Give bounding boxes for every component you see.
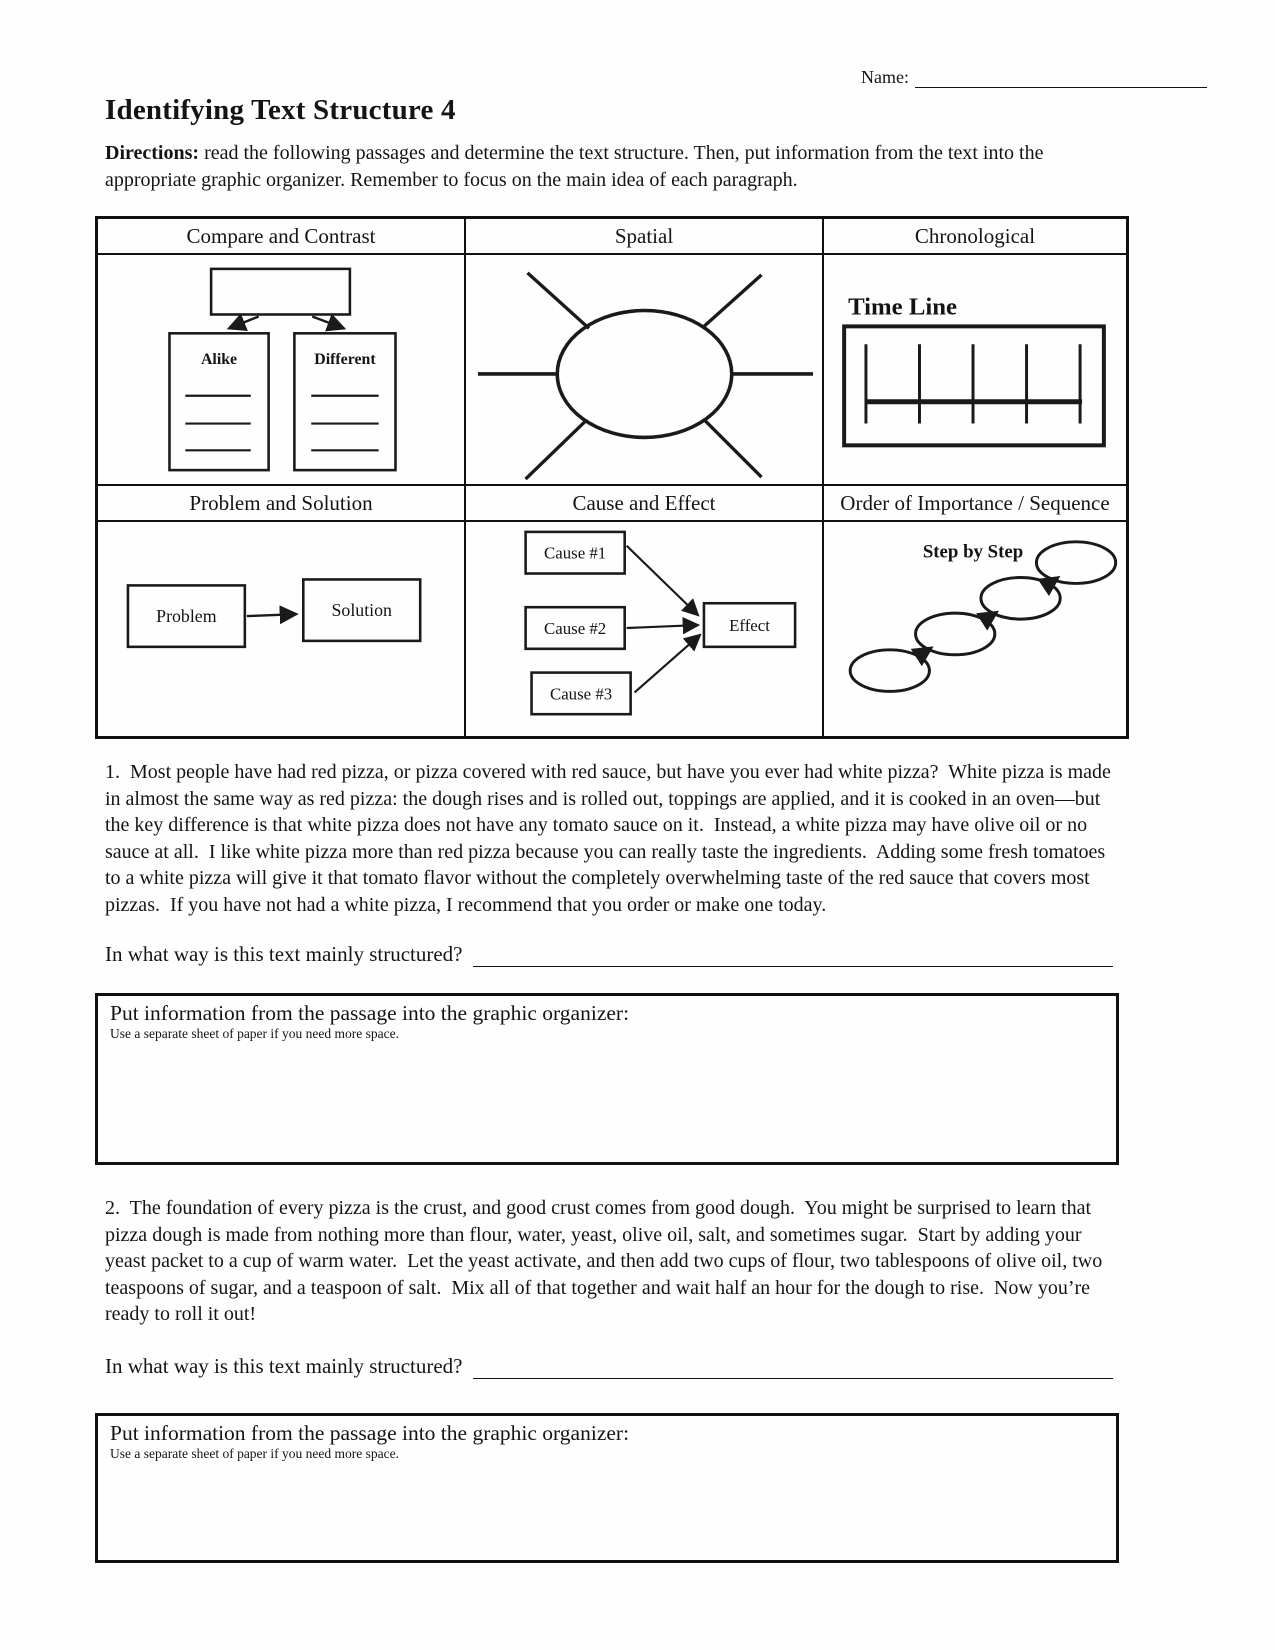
spatial-cell	[465, 254, 823, 485]
compare-contrast-diagram	[98, 255, 464, 484]
cause3-label: Cause #3	[550, 684, 613, 704]
question-2-prompt: In what way is this text mainly structured?	[105, 1353, 463, 1378]
table-header-spatial: Spatial	[465, 218, 823, 255]
alike-label: Alike	[200, 351, 238, 369]
organizer-header-row-2	[97, 485, 1128, 521]
topic-box	[211, 269, 350, 315]
graphic-organizer-table	[95, 216, 1129, 739]
problem-solution-cell	[97, 521, 466, 738]
order-sequence-cell	[823, 521, 1128, 738]
organizer-header-row-1	[97, 218, 1128, 255]
problem-solution-diagram	[98, 522, 464, 736]
page-title: Identifying Text Structure 4	[105, 94, 456, 126]
question-1-prompt: In what way is this text mainly structured?	[105, 942, 463, 966]
compare-contrast-cell	[97, 254, 466, 485]
name-blank-line[interactable]	[915, 67, 1207, 88]
spatial-center-oval	[557, 311, 731, 438]
problem-label: Problem	[156, 606, 217, 627]
step-oval-2	[916, 613, 995, 655]
timeline-diagram	[824, 255, 1126, 484]
passage-2: 2. The foundation of every pizza is the crust, and good crust comes from good dough. You might be surprised to learn that pizza dough is made from nothing more than flour, water, yeast, olive oil, salt, and sometimes sugar. Start by adding your yeast packet to a cup of warm water. Let the yeast activate, and then add two cups of flour, two tablespoons of olive oil, two teaspoons of sugar, and a teaspoon of salt. Mix all of that together and wait half an hour for the dough to rise. Now you’re ready to roll it out!	[105, 1197, 1108, 1325]
different-label: Different	[314, 351, 376, 369]
name-label: Name:	[861, 67, 909, 87]
question-1-row	[105, 942, 1113, 967]
cause-effect-cell	[465, 521, 823, 738]
directions	[105, 140, 1127, 194]
chronological-cell	[823, 254, 1128, 485]
step-by-step-title: Step by Step	[922, 541, 1024, 563]
table-header-order-sequence: Order of Importance / Sequence	[823, 485, 1128, 521]
spatial-web-diagram	[466, 255, 822, 484]
table-header-problem-solution: Problem and Solution	[97, 485, 466, 521]
name-row	[95, 64, 1207, 88]
step-by-step-diagram	[824, 522, 1126, 736]
step-oval-4	[1036, 542, 1115, 584]
cause2-label: Cause #2	[544, 618, 607, 638]
question-2-answer-line[interactable]	[473, 1354, 1113, 1379]
answer-box-2[interactable]	[95, 1413, 1119, 1563]
question-2-row	[105, 1354, 1113, 1379]
organizer-diagram-row-1	[97, 254, 1128, 485]
directions-text: read the following passages and determine the text structure. Then, put information from the text into the appropriate graphic organizer. Remember to focus on the main idea of each paragraph.	[105, 142, 1044, 191]
answer-box-2-title: Put information from the passage into the graphic organizer:	[110, 1420, 630, 1445]
organizer-diagram-row-2	[97, 521, 1128, 738]
cause1-label: Cause #1	[544, 543, 607, 563]
directions-label: Directions:	[105, 142, 200, 164]
timeline-title: Time Line	[848, 293, 958, 321]
table-header-cause-effect: Cause and Effect	[465, 485, 823, 521]
answer-box-2-note: Use a separate sheet of paper if you need more space.	[110, 1445, 399, 1461]
effect-label: Effect	[729, 615, 770, 635]
solution-label: Solution	[331, 600, 392, 621]
cause-effect-diagram	[466, 522, 822, 736]
answer-box-1[interactable]	[95, 993, 1119, 1165]
table-header-chronological: Chronological	[823, 218, 1128, 255]
table-header-compare-contrast: Compare and Contrast	[97, 218, 466, 255]
passage-1: 1. Most people have had red pizza, or pizza covered with red sauce, but have you ever had white pizza? White pizza is made in almost the same way as red pizza: the dough rises and is rolled out, toppings are applied, and it is cooked in an oven—but the key difference is that white pizza does not have any tomato sauce on it. Instead, a white pizza may have olive oil or no sauce at all. I like white pizza more than red pizza because you can really taste the ingredients. Adding some fresh tomatoes to a white pizza will give it that tomato flavor without the completely overwhelming taste of the red sauce that covers most pizzas. If you have not had a white pizza, I recommend that you order or make one today.	[105, 761, 1116, 916]
answer-box-1-note: Use a separate sheet of paper if you need more space.	[110, 1026, 399, 1041]
question-1-answer-line[interactable]	[473, 942, 1113, 967]
answer-box-1-title: Put information from the passage into the graphic organizer:	[110, 1001, 630, 1025]
